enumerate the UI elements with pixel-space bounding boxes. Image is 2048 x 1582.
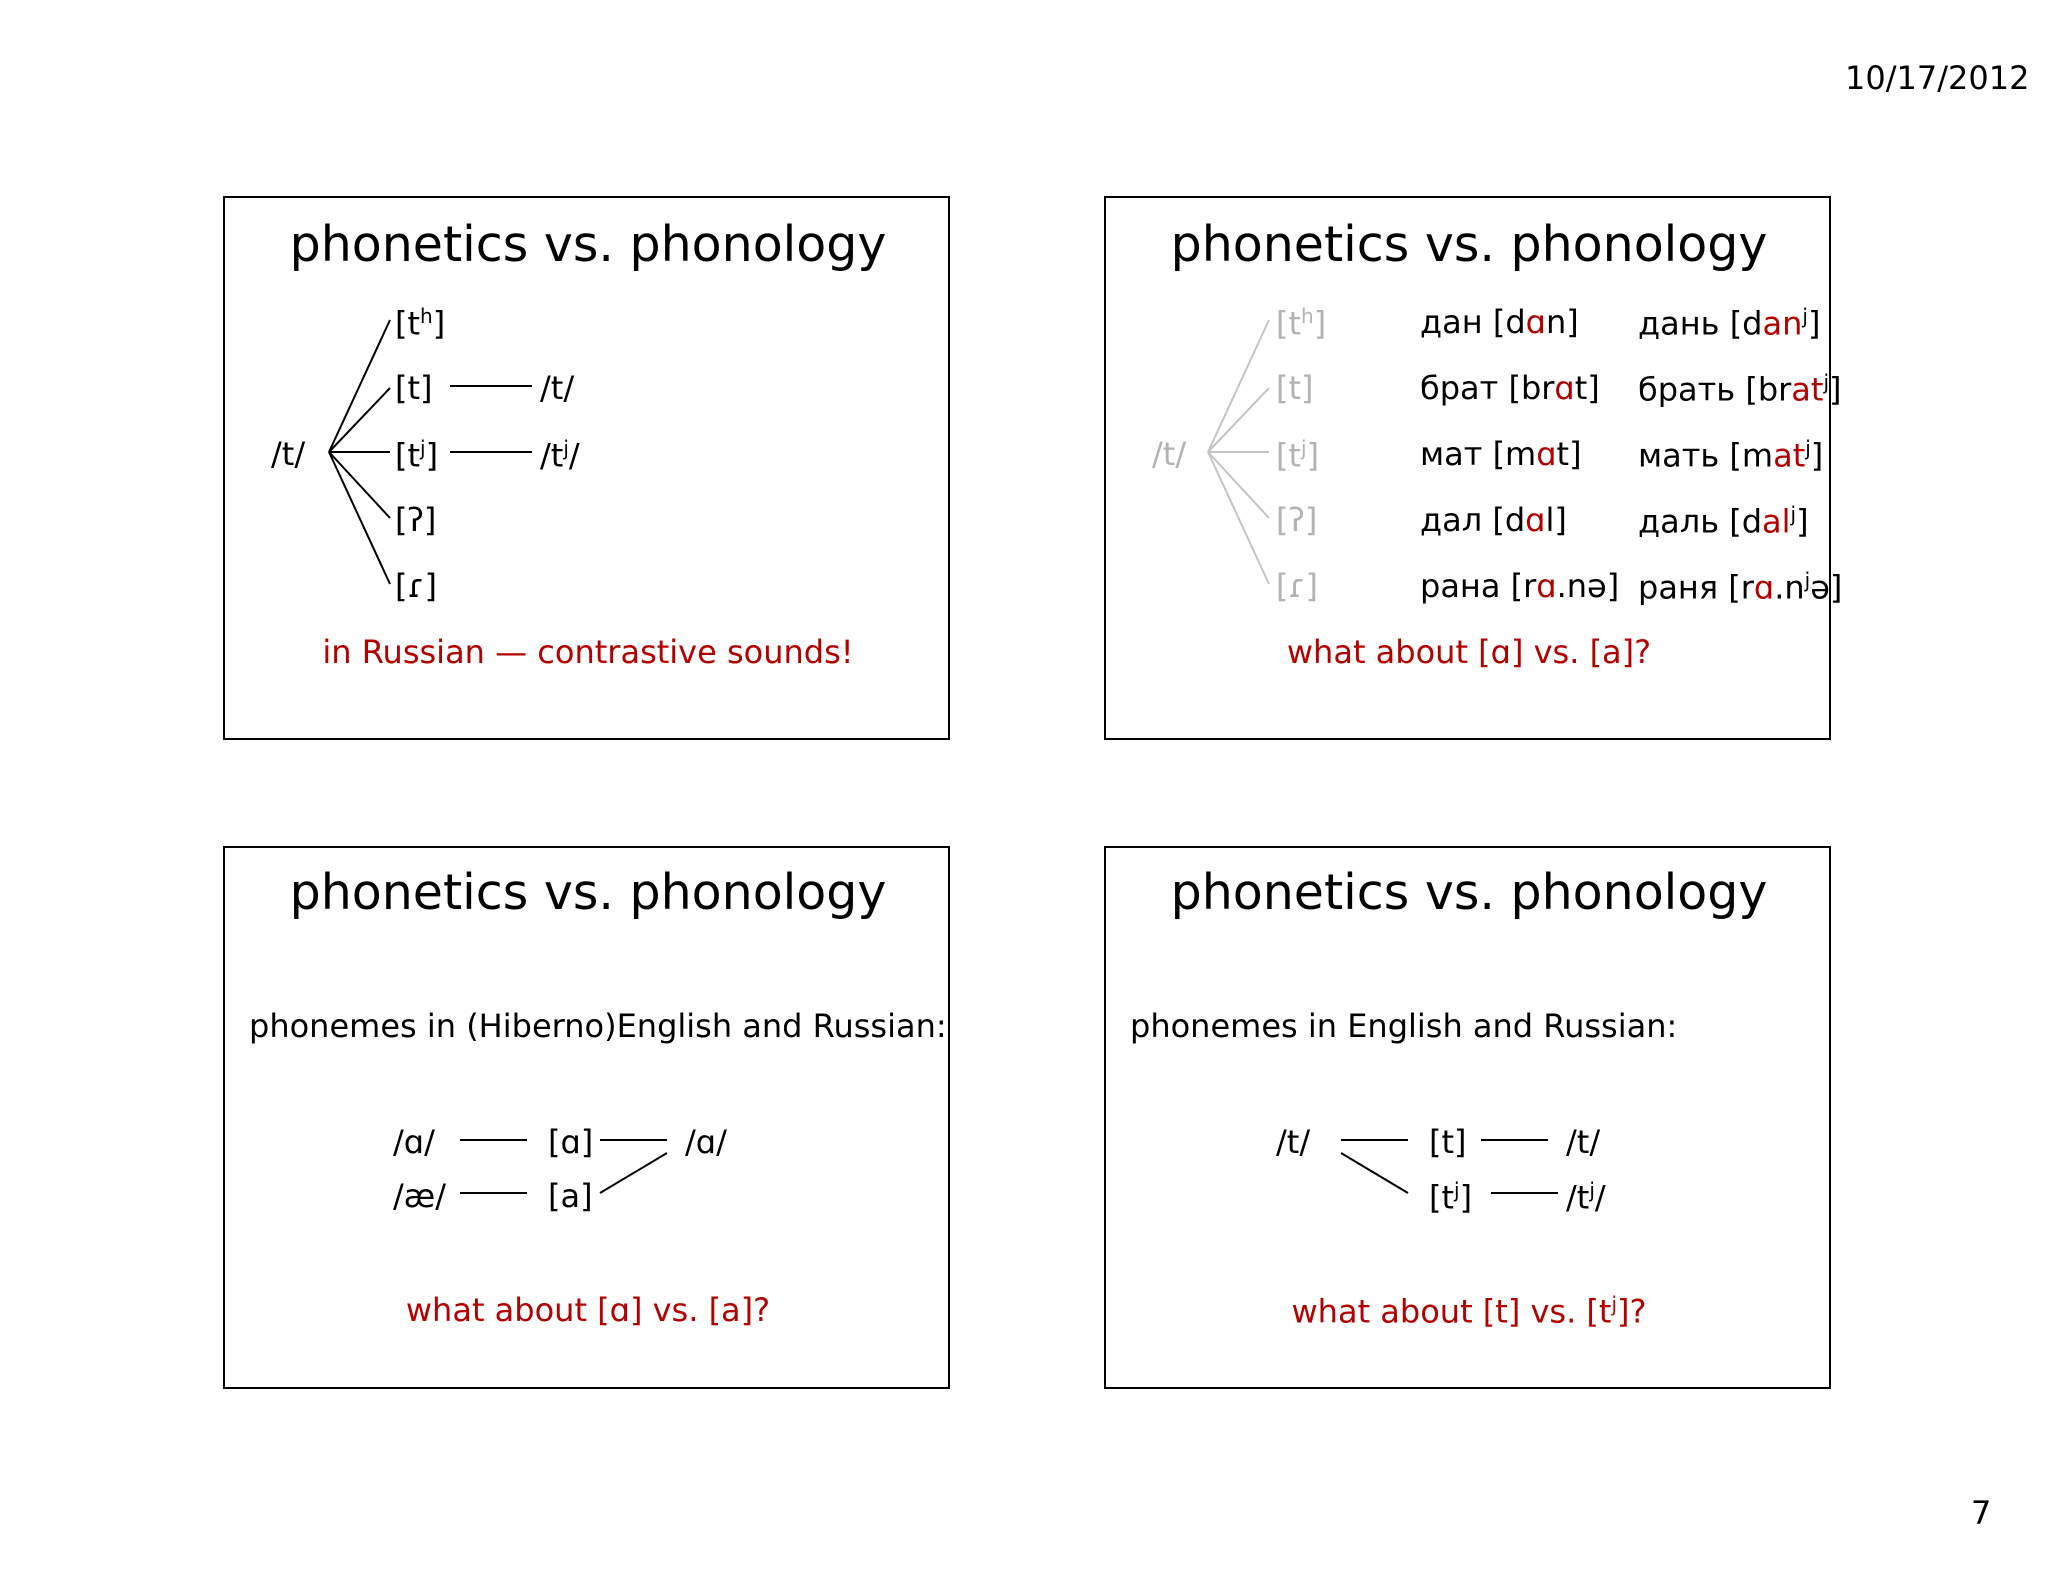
word-hard: мат [mɑt] <box>1420 435 1582 473</box>
phoneme-ae: /æ/ <box>393 1177 446 1215</box>
slide-title: phonetics vs. phonology <box>289 864 887 921</box>
slide-title: phonetics vs. phonology <box>1170 864 1768 921</box>
word-hard: дан [dɑn] <box>1420 303 1579 341</box>
phone-back-a: [ɑ] <box>548 1123 594 1161</box>
phone-tj: $[t^j]$ <box>1429 1178 1473 1217</box>
slide-note: what about [ɑ] vs. [a]? <box>405 1291 771 1329</box>
slide-note: in Russian — contrastive sounds! <box>322 633 854 671</box>
slide-2 <box>1104 196 1843 740</box>
branch-line <box>329 452 390 584</box>
target-phoneme-tj: $/t^j/$ <box>540 436 580 475</box>
russian-phoneme-t: /t/ <box>1566 1123 1601 1161</box>
slide-4 <box>1104 846 1831 1389</box>
word-soft: дань [dan$^j$] <box>1638 304 1821 343</box>
phoneme-root: /t/ <box>271 435 306 473</box>
branch-line <box>329 320 390 452</box>
word-hard: брат [brɑt] <box>1420 369 1600 407</box>
slide-3 <box>223 846 950 1389</box>
russian-phoneme-a: /ɑ/ <box>685 1123 727 1161</box>
phone-front-a: [a] <box>548 1177 593 1215</box>
allophone-aspirated: $[t^h]$ <box>395 304 446 343</box>
word-soft: мать [mat$^j$] <box>1638 436 1824 475</box>
word-soft: раня $[rɑ.n^jə]$ <box>1638 568 1843 607</box>
phone-t: [t] <box>1429 1123 1467 1161</box>
allophone-flap: [ɾ] <box>395 567 437 605</box>
word-hard: дал [dɑl] <box>1420 501 1567 539</box>
branch-line <box>329 388 390 452</box>
phoneme-back-a: /ɑ/ <box>393 1123 435 1161</box>
slide-date: 10/17/2012 <box>1845 59 2030 97</box>
slide-note: what about [t] vs. $[t^j]$? <box>1291 1292 1647 1331</box>
allophone-palatal: $[t^j]$ <box>395 436 439 475</box>
page-number: 7 <box>1971 1494 1992 1532</box>
branch-line <box>329 452 390 518</box>
allophone-plain: [t] <box>395 369 433 407</box>
slide-title: phonetics vs. phonology <box>1170 216 1768 273</box>
slide-subtitle: phonemes in English and Russian: <box>1130 1007 1678 1045</box>
slide-note: what about [ɑ] vs. [a]? <box>1286 633 1652 671</box>
target-phoneme-t: /t/ <box>540 369 575 407</box>
allophone-plain: [t] <box>1276 369 1314 407</box>
allophone-aspirated: $[t^h]$ <box>1276 304 1327 343</box>
slide-subtitle: phonemes in (Hiberno)English and Russian: <box>249 1007 947 1045</box>
word-soft: даль [dal$^j$] <box>1638 502 1809 541</box>
russian-phoneme-tj: $/t^j/$ <box>1566 1178 1606 1217</box>
english-phoneme-t: /t/ <box>1276 1123 1311 1161</box>
allophone-flap: [ɾ] <box>1276 567 1318 605</box>
allophone-palatal: $[t^j]$ <box>1276 436 1320 475</box>
allophone-glottal: [ʔ] <box>1276 501 1318 539</box>
slide-1 <box>223 196 950 740</box>
allophone-glottal: [ʔ] <box>395 501 437 539</box>
phoneme-root: /t/ <box>1152 435 1187 473</box>
word-hard: рана [rɑ.nə] <box>1420 567 1620 605</box>
word-soft: брать [brat$^j$] <box>1638 370 1842 409</box>
slide-title: phonetics vs. phonology <box>289 216 887 273</box>
